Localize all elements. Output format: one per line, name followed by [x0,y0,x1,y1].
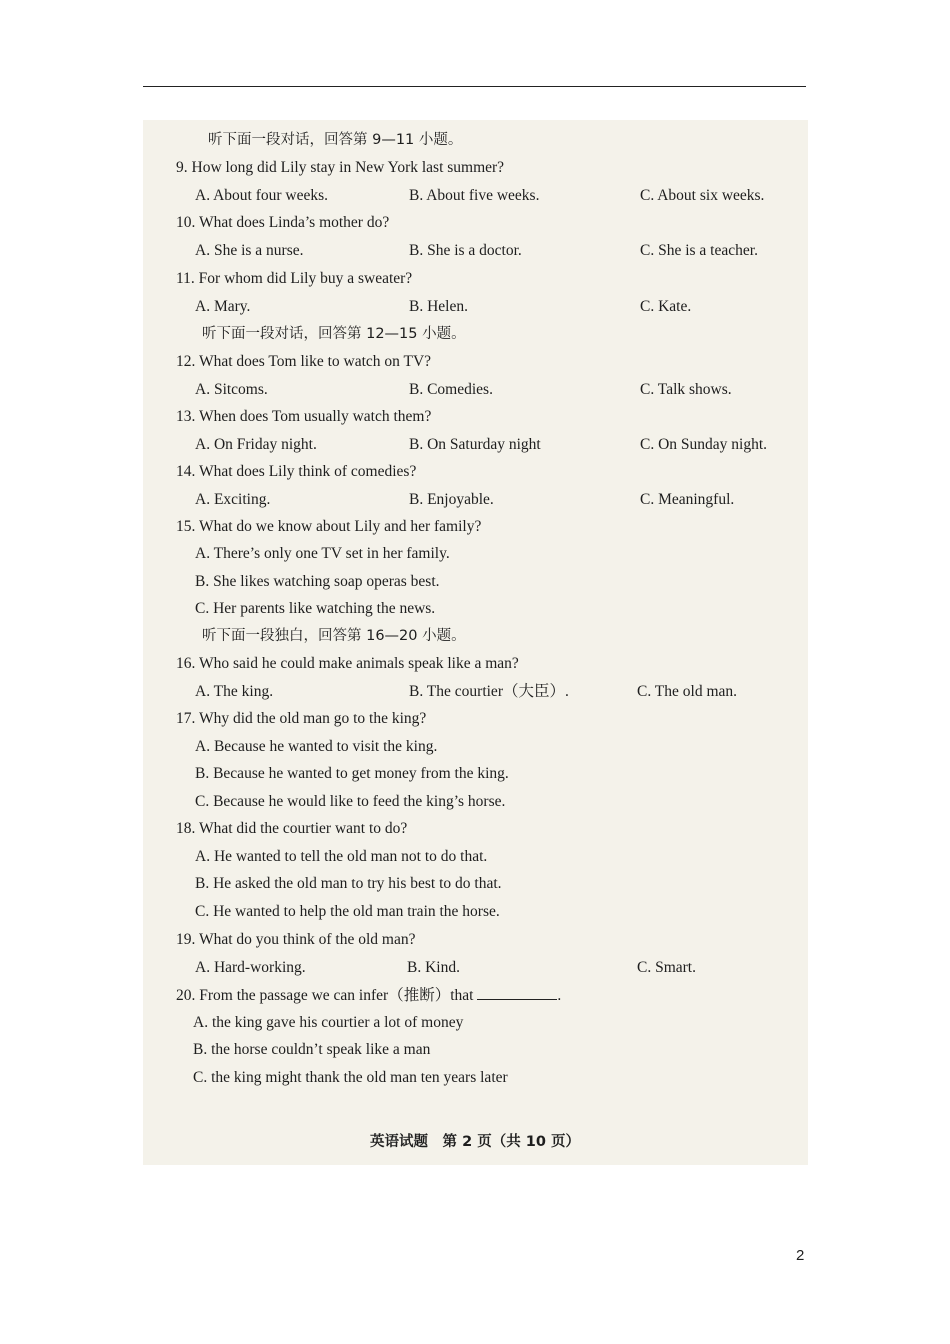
question-stem: 18. What did the courtier want to do? [176,820,408,837]
option-b: B. About five weeks. [409,187,540,204]
question-stem [176,985,561,1006]
section-instruction: 听下面一段对话，回答第 9—11 小题。 [208,132,463,148]
question-stem: 12. What does Tom like to watch on TV? [176,353,432,370]
option-c: C. About six weeks. [640,187,765,204]
option-b: B. Enjoyable. [409,491,494,508]
option-c: C. He wanted to help the old man train the horse. [195,903,500,920]
section-instruction: 听下面一段对话，回答第 12—15 小题。 [202,326,466,342]
option-c: C. Smart. [637,959,696,976]
option-c: C. Kate. [640,298,692,315]
question-stem: 13. When does Tom usually watch them? [176,408,432,425]
option-a: A. The king. [195,683,274,700]
option-b: B. the horse couldn’t speak like a man [193,1041,431,1058]
option-a: A. There’s only one TV set in her family. [195,545,450,562]
question-stem-text: 20. From the passage we can infer（推断）that [176,987,474,1004]
page-footer: 英语试题 第 2 页（共 10 页） [370,1134,580,1150]
question-stem: 15. What do we know about Lily and her family? [176,518,482,535]
option-a: A. Mary. [195,298,251,315]
question-stem: 17. Why did the old man go to the king? [176,710,427,727]
option-b: B. On Saturday night [409,436,541,453]
option-b: B. Helen. [409,298,468,315]
question-stem: 11. For whom did Lily buy a sweater? [176,270,413,287]
option-c: C. the king might thank the old man ten years later [193,1069,508,1086]
option-b: B. He asked the old man to try his best to do that. [195,875,502,892]
option-b: B. Comedies. [409,381,493,398]
option-a: A. Hard-working. [195,959,306,976]
question-stem: 10. What does Linda’s mother do? [176,214,390,231]
option-c: C. She is a teacher. [640,242,758,259]
option-a: A. On Friday night. [195,436,317,453]
option-a: A. Because he wanted to visit the king. [195,738,438,755]
option-b: B. Because he wanted to get money from the king. [195,765,509,782]
option-b: B. She is a doctor. [409,242,522,259]
page-number: 2 [796,1247,805,1264]
question-stem: 9. How long did Lily stay in New York last summer? [176,159,505,176]
option-b: B. Kind. [407,959,460,976]
option-b: B. The courtier（大臣）. [409,683,569,700]
option-a: A. the king gave his courtier a lot of money [193,1014,464,1031]
answer-blank [477,985,557,1000]
stem-period: . [557,987,562,1004]
option-a: A. He wanted to tell the old man not to do that. [195,848,488,865]
question-stem: 19. What do you think of the old man? [176,931,416,948]
header-rule [143,86,806,87]
option-c: C. Her parents like watching the news. [195,600,436,617]
question-stem: 16. Who said he could make animals speak like a man? [176,655,519,672]
question-stem: 14. What does Lily think of comedies? [176,463,417,480]
option-c: C. On Sunday night. [640,436,768,453]
option-a: A. She is a nurse. [195,242,304,259]
section-instruction: 听下面一段独白，回答第 16—20 小题。 [202,628,466,644]
option-b: B. She likes watching soap operas best. [195,573,440,590]
option-c: C. Talk shows. [640,381,732,398]
option-a: A. Exciting. [195,491,271,508]
option-c: C. Meaningful. [640,491,735,508]
option-a: A. Sitcoms. [195,381,268,398]
option-a: A. About four weeks. [195,187,329,204]
option-c: C. The old man. [637,683,738,700]
option-c: C. Because he would like to feed the king’s horse. [195,793,506,810]
